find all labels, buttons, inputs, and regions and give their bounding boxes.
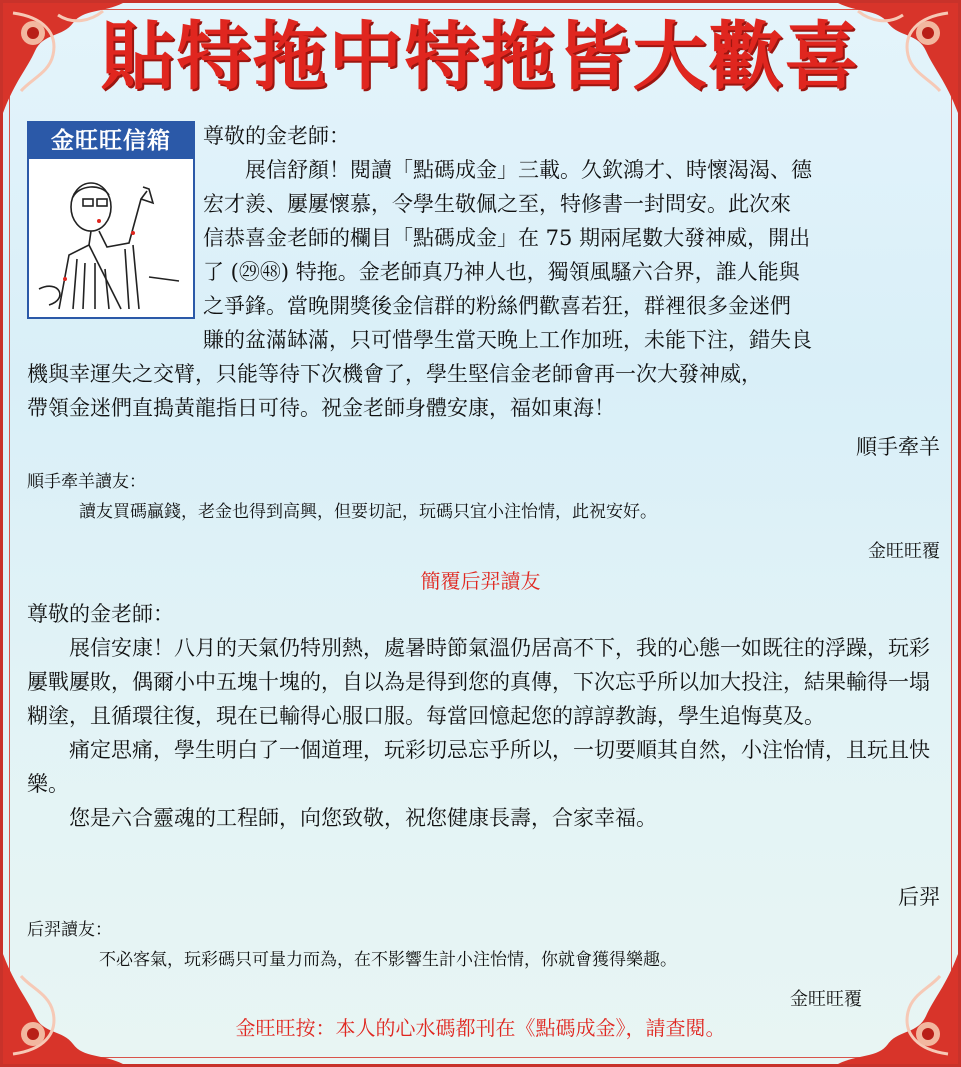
letter-2-signature: 后羿 bbox=[898, 885, 940, 909]
letter-1 bbox=[203, 119, 945, 323]
reply-2-salutation: 后羿讀友： bbox=[27, 920, 112, 940]
letter-1-line: 宏才羨、屢屢懷慕，令學生敬佩之至，特修書一封問安。此次來 bbox=[203, 192, 791, 216]
letter-1-line: 帶領金迷們直搗黃龍指日可待。祝金老師身體安康，福如東海！ bbox=[27, 396, 615, 420]
reply-1-salutation: 順手牽羊讀友： bbox=[27, 472, 146, 492]
letter-1-line: 信恭喜金老師的欄目「點碼成金」在 75 期兩尾數大發神威，開出 bbox=[203, 226, 811, 250]
letter-1-continued bbox=[27, 323, 945, 425]
column-title: 金旺旺信箱 bbox=[29, 123, 193, 159]
reply-1 bbox=[27, 467, 945, 527]
reply-2-signature: 金旺旺覆 bbox=[790, 989, 862, 1010]
letter-1-salutation: 尊敬的金老師： bbox=[203, 124, 350, 148]
reply-1-body: 讀友買碼贏錢，老金也得到高興，但要切記，玩碼只宜小注怡情，此祝安好。 bbox=[79, 502, 657, 522]
letter-2-paragraph: 展信安康！八月的天氣仍特別熱，處暑時節氣溫仍居高不下，我的心態一如既往的浮躁，玩彩屢戰屢敗，偶爾小中五塊十塊的，自以為是得到您的真傳，下次忘乎所以加大投注，結果輸得一塌糊塗，且循環往復，現在已輸得心服口服。每當回憶起您的諄諄教誨，學生追悔莫及。 bbox=[27, 636, 930, 728]
letter-2 bbox=[27, 597, 945, 835]
footer-note: 金旺旺按：本人的心水碼都刊在《點碼成金》，請查閱。 bbox=[235, 1016, 726, 1040]
reply-2-body: 不必客氣，玩彩碼只可量力而為，在不影響生計小注怡情，你就會獲得樂趣。 bbox=[99, 950, 677, 970]
column-logo bbox=[27, 121, 195, 319]
letter-1-line: 之爭鋒。當晚開獎後金信群的粉絲們歡喜若狂，群裡很多金迷們 bbox=[203, 294, 791, 318]
letter-1-line: 了 (㉙㊽) 特拖。金老師真乃神人也，獨領風騷六合界，誰人能與 bbox=[203, 260, 800, 284]
reply-1-signature: 金旺旺覆 bbox=[868, 541, 940, 562]
letter-1-line: 展信舒顏！閱讀「點碼成金」三載。久欽鴻才、時懷渴渴、德 bbox=[245, 158, 812, 182]
sub-heading: 簡覆后羿讀友 bbox=[420, 569, 541, 593]
letter-1-line: 機與幸運失之交臂，只能等待下次機會了，學生堅信金老師會再一次大發神威， bbox=[27, 362, 762, 386]
headline: 貼特拖中特拖皆大歡喜 bbox=[100, 14, 861, 100]
letter-1-signature: 順手牽羊 bbox=[856, 435, 940, 459]
columnist-illustration-icon bbox=[29, 159, 189, 313]
letter-2-paragraph: 痛定思痛，學生明白了一個道理，玩彩切忌忘乎所以，一切要順其自然，小注怡情，且玩且快樂。 bbox=[27, 738, 930, 796]
letter-1-line: 賺的盆滿缽滿，只可惜學生當天晚上工作加班，未能下注，錯失良 bbox=[203, 328, 812, 352]
letter-2-paragraph: 您是六合靈魂的工程師，向您致敬，祝您健康長壽，合家幸福。 bbox=[69, 806, 657, 830]
reply-2 bbox=[27, 915, 945, 975]
letter-2-salutation: 尊敬的金老師： bbox=[27, 602, 174, 626]
